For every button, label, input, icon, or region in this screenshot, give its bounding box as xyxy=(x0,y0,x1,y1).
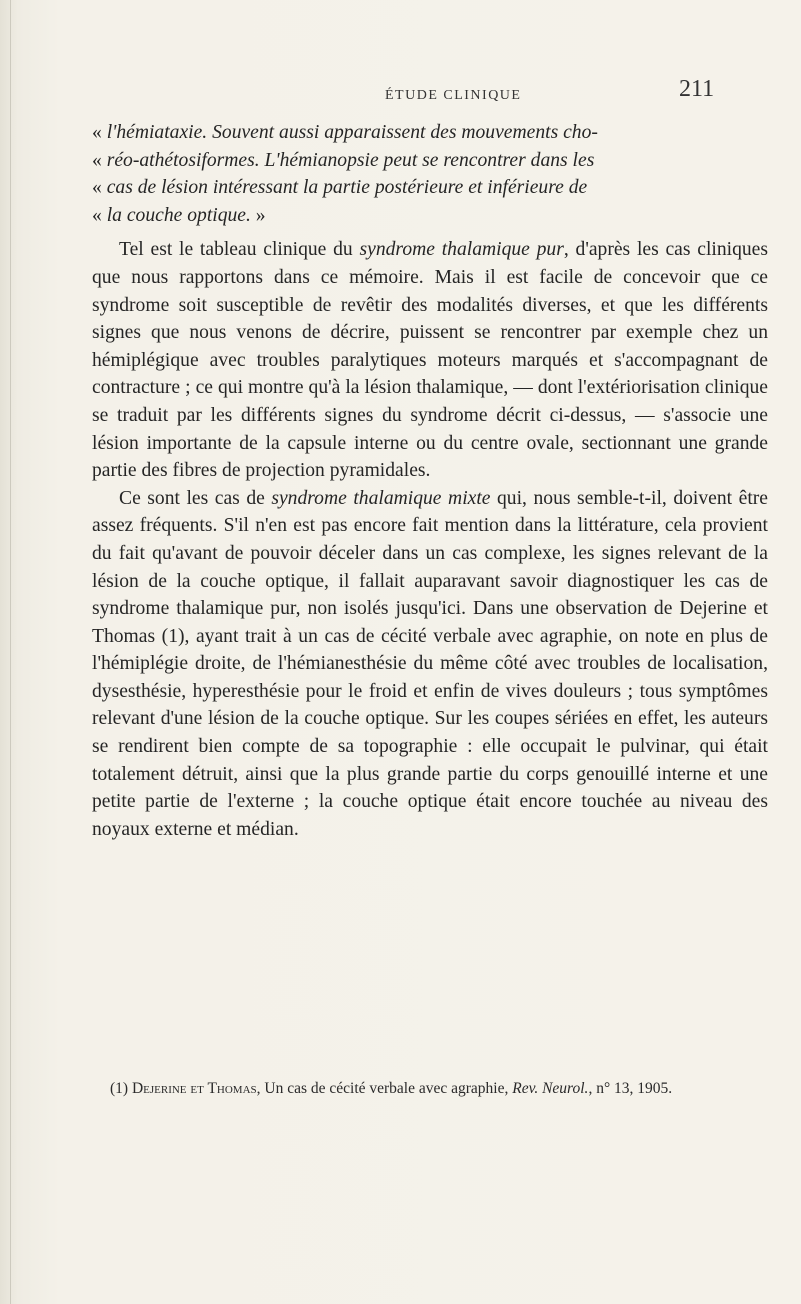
paragraph-1 xyxy=(92,236,768,484)
quote-mark: « xyxy=(92,177,107,199)
paragraph-text: Tel est le tableau clinique du xyxy=(119,239,360,261)
paragraph-text: qui, nous semble-t-il, doivent être assez fréquents. S'il n'en est pas encore fait mention dans la littérature, cela provient du fait qu'avant de pouvoir déceler dans un cas complexe, les signes relevant de la lésion de la couche optique, il fallait auparavant savoir diagnostiquer les cas de syndrome thalamique pur, non isolés jusqu'ici. Dans une observation de Dejerine et Thomas (1), ayant trait à un cas de cécité verbale avec agraphie, on note en plus de l'hémiplégie droite, de l'hémianesthésie du même côté avec troubles de localisation, dysesthésie, hyperesthésie pour le froid et enfin de vives douleurs ; tous symptômes relevant d'une lésion de la couche optique. Sur les coupes sériées en effet, les auteurs se rendirent bien compte de sa topographie : elle occupait le pulvinar, qui était totalement détruit, ainsi que la plus grande partie du corps genouillé interne et une petite partie de l'externe ; la couche optique était encore touchée au niveau des noyaux externe et médian. xyxy=(92,487,768,840)
page-header xyxy=(0,68,801,108)
quote-line: cas de lésion intéressant la partie postérieure et inférieure de xyxy=(106,177,588,199)
quote-mark: « xyxy=(92,204,107,226)
quote-line: l'hémiataxie. Souvent aussi apparaissent des mouvements cho- xyxy=(106,122,598,143)
footnote-journal: Rev. Neurol. xyxy=(512,1080,589,1097)
quote-line: la couche optique. xyxy=(106,204,251,226)
quote-mark: « xyxy=(92,122,107,143)
quote-close: » xyxy=(250,204,266,226)
footnote-authors: Dejerine et Thomas xyxy=(131,1080,257,1097)
footnote-text xyxy=(92,1080,768,1098)
quote-paragraph xyxy=(92,119,768,229)
footnote xyxy=(92,1080,768,1098)
footnote-reference: , n° 13, 1905. xyxy=(588,1080,673,1097)
quote-mark: « xyxy=(92,149,107,171)
page-gutter xyxy=(10,0,11,1304)
paragraph-emphasis: syndrome thalamique pur xyxy=(359,239,564,261)
paragraph-text: , d'après les cas cliniques que nous rapportons dans ce mémoire. Mais il est facile de concevoir que ce syndrome soit susceptible de revêtir des modalités diverses, et que les différents signes que nous venons de décrire, puissent se rencontrer par exemple chez un hémiplégique avec troubles paralytiques moteurs marqués et s'accompagnant de contracture ; ce qui montre qu'à la lésion thalamique, — dont l'extériorisation clinique se traduit par les différents signes du syndrome décrit ci-dessus, — s'associe une lésion importante de la capsule interne ou du centre ovale, sectionnant une grande partie des fibres de projection pyramidales. xyxy=(92,239,768,482)
page-number: 211 xyxy=(679,76,715,102)
paragraph-text: Ce sont les cas de xyxy=(119,487,272,509)
paragraph-2 xyxy=(92,485,768,844)
quote-line: réo-athétosiformes. L'hémianopsie peut se rencontrer dans les xyxy=(106,149,595,171)
footnote-marker: (1) xyxy=(110,1080,132,1097)
body-text xyxy=(92,119,768,843)
footnote-title: , Un cas de cécité verbale avec agraphie, xyxy=(256,1080,513,1097)
running-head: ÉTUDE CLINIQUE xyxy=(385,88,522,103)
paragraph-emphasis: syndrome thalamique mixte xyxy=(271,487,491,509)
